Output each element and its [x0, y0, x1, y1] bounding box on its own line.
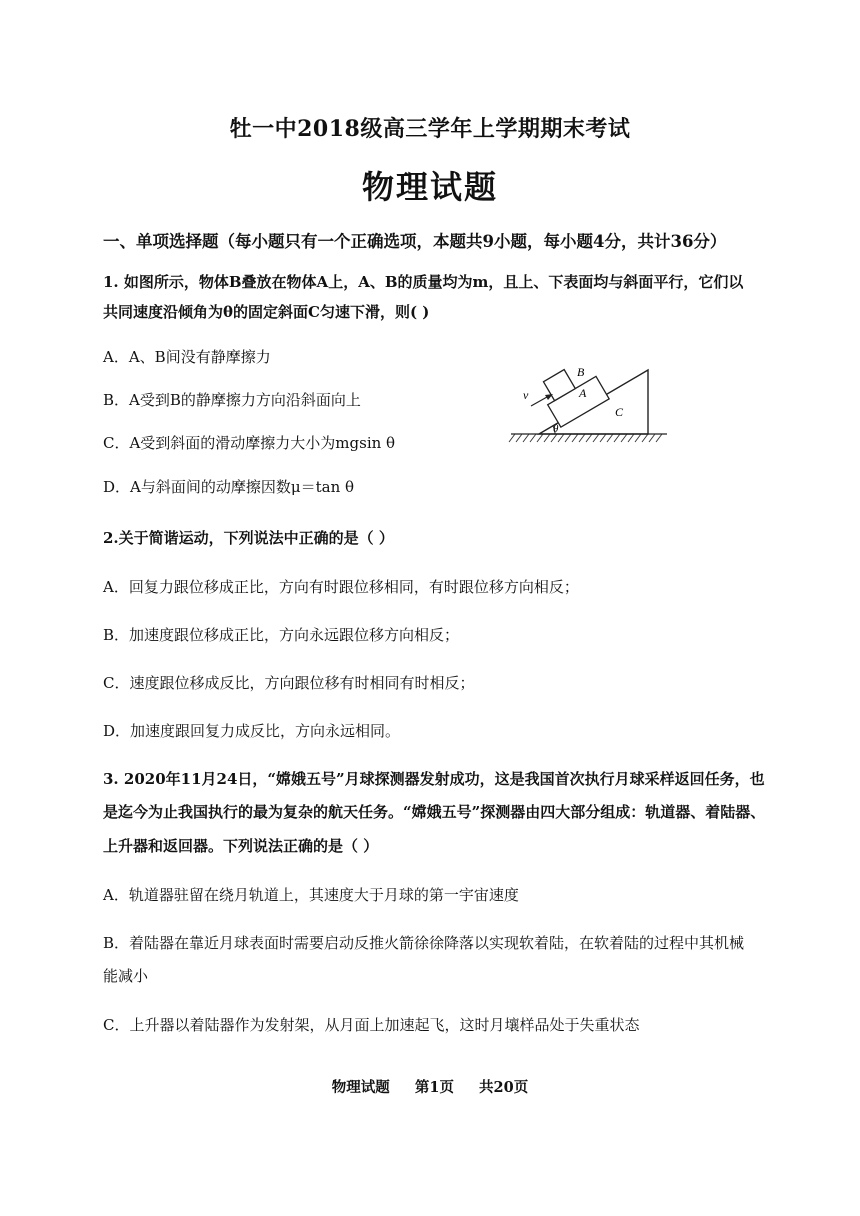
svg-text:v: v: [523, 388, 529, 402]
svg-text:A: A: [579, 386, 587, 400]
page-footer: [0, 1076, 860, 1097]
velocity-arrow: [531, 397, 547, 406]
q3-option-b-line2: 能减小: [103, 967, 149, 985]
svg-text:C: C: [615, 405, 624, 419]
q3-option-c: C．上升器以着陆器作为发射架，从月面上加速起飞，这时月壤样品处于失重状态: [103, 1016, 640, 1034]
q2-option-b: B．加速度跟位移成正比，方向永远跟位移方向相反；: [103, 626, 460, 644]
footer-total-pages: 共20页: [479, 1079, 529, 1096]
q2-option-c: C．速度跟位移成反比，方向跟位移有时相同有时相反；: [103, 674, 475, 692]
exam-title: 牡一中2018级高三学年上学期期末考试: [229, 116, 631, 142]
q2-option-d: D．加速度跟回复力成反比，方向永远相同。: [103, 722, 401, 740]
q3-stem-line3: 上升器和返回器。下列说法正确的是（ ）: [103, 837, 379, 855]
q1-stem-line2: 共同速度沿倾角为θ的固定斜面C匀速下滑，则( ): [103, 303, 430, 321]
svg-text:B: B: [577, 365, 585, 379]
incline-figure: [505, 352, 675, 447]
footer-page-number: 第1页: [414, 1079, 454, 1096]
section-heading: 一、单项选择题（每小题只有一个正确选项，本题共9小题，每小题4分，共计36分）: [103, 232, 727, 251]
q1-option-a: A．A、B间没有静摩擦力: [103, 348, 271, 366]
q3-stem-line2: 是迄今为止我国执行的最为复杂的航天任务。“嫦娥五号”探测器由四大部分组成：轨道器、着陆器、: [103, 803, 766, 821]
svg-text:θ: θ: [553, 423, 559, 435]
footer-subject: 物理试题: [331, 1079, 390, 1096]
q3-option-b-line1: B．着陆器在靠近月球表面时需要启动反推火箭徐徐降落以实现软着陆，在软着陆的过程中其机械: [103, 934, 745, 952]
q1-option-c: C．A受到斜面的滑动摩擦力大小为mgsin θ: [103, 434, 396, 452]
q3-stem-line1: 3. 2020年11月24日，“嫦娥五号”月球探测器发射成功，这是我国首次执行月球采样返回任务，也: [103, 770, 765, 788]
q1-option-d: D．A与斜面间的动摩擦因数μ＝tan θ: [103, 478, 355, 496]
subject-title: 物理试题: [361, 168, 498, 206]
q1-option-b: B．A受到B的静摩擦力方向沿斜面向上: [103, 391, 361, 409]
q1-stem-line1: 1. 如图所示，物体B叠放在物体A上，A、B的质量均为m，且上、下表面均与斜面平行，它们以: [103, 273, 744, 291]
q3-option-a: A．轨道器驻留在绕月轨道上，其速度大于月球的第一宇宙速度: [103, 886, 519, 904]
q2-option-a: A．回复力跟位移成正比，方向有时跟位移相同，有时跟位移方向相反；: [103, 578, 579, 596]
q2-stem: 2.关于简谐运动，下列说法中正确的是（ ）: [103, 529, 394, 547]
